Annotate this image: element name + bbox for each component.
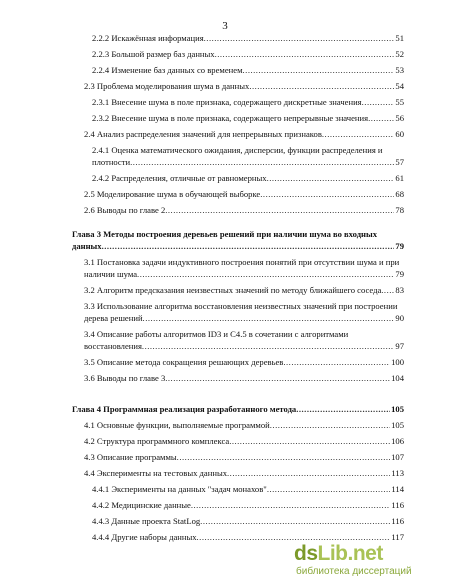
toc-entry [84, 285, 404, 295]
toc-entry-text: данных [72, 241, 102, 251]
toc-entry-page: 79 [395, 269, 404, 279]
toc-entry-text: плотности [92, 157, 131, 167]
toc-entry-page: 61 [395, 173, 404, 183]
toc-entry [92, 49, 404, 59]
leader-dots [165, 373, 390, 383]
toc-entry [84, 205, 404, 215]
toc-entry-page: 104 [391, 373, 404, 383]
toc-entry-text: 3.6 Выводы по главе 3 [84, 373, 166, 383]
toc-entry-page: 52 [395, 49, 404, 59]
toc-entry-text: 4.3 Описание программы [84, 452, 177, 462]
toc-entry [84, 189, 404, 199]
toc-entry [92, 516, 404, 526]
toc-entry-page: 114 [391, 484, 404, 494]
leader-dots [215, 49, 395, 59]
toc-entry-page: 79 [395, 241, 404, 251]
toc-entry-text: 2.4 Анализ распределения значений для непрерывных признаков [84, 129, 322, 139]
toc-entry-text: 4.1 Основные функции, выполняемые программой [84, 420, 270, 430]
leader-dots [142, 341, 394, 351]
toc-entry-page: 56 [395, 113, 404, 123]
leader-dots [204, 33, 395, 43]
toc-entry-page: 83 [395, 285, 404, 295]
toc-entry-page: 55 [395, 97, 404, 107]
leader-dots [296, 404, 390, 414]
toc-entry-text: 3.4 Описание работы алгоритмов ID3 и C4.5 в сочетании с алгоритмами [84, 329, 349, 339]
toc-entry-page: 68 [395, 189, 404, 199]
leader-dots [243, 65, 395, 75]
toc-entry-text: 2.2.2 Искажённая информация [92, 33, 204, 43]
toc-entry-page: 54 [395, 81, 404, 91]
toc-entry-text: 4.4.3 Данные проекта StatLog [92, 516, 201, 526]
toc-entry-page: 117 [391, 532, 404, 542]
toc-entry [92, 157, 404, 167]
leader-dots [283, 357, 390, 367]
toc-entry [92, 484, 404, 494]
toc-entry-page: 97 [395, 341, 404, 351]
toc-entry [92, 145, 404, 155]
chapter-heading [72, 229, 404, 239]
toc-entry-text: 3.3 Использование алгоритма восстановления неизвестных значений при построении [84, 301, 398, 311]
leader-dots [227, 468, 390, 478]
leader-dots [197, 532, 391, 542]
toc-entry-text: 3.2 Алгоритм предсказания неизвестных значений по методу ближайшего соседа [84, 285, 382, 295]
toc-entry [92, 113, 404, 123]
toc-entry-page: 57 [395, 157, 404, 167]
leader-dots [143, 313, 395, 323]
chapter-heading [72, 241, 404, 251]
leader-dots [270, 420, 390, 430]
leader-dots [381, 285, 394, 295]
toc-entry-text: Глава 3 Методы построения деревьев решений при наличии шума во входных [72, 229, 378, 239]
leader-dots [137, 269, 394, 279]
toc-entry-text: 4.4 Эксперименты на тестовых данных [84, 468, 228, 478]
toc-entry-text: Глава 4 Программная реализация разработанного метода [72, 404, 297, 414]
dslib-logo [294, 542, 383, 566]
toc-entry [84, 257, 404, 267]
toc-entry-text: 2.6 Выводы по главе 2 [84, 205, 166, 215]
toc-entry [92, 173, 404, 183]
toc-entry-text: 2.2.4 Изменение баз данных со временем [92, 65, 243, 75]
toc-entry [84, 420, 404, 430]
toc-entry-page: 116 [391, 500, 404, 510]
leader-dots [102, 241, 395, 251]
leader-dots [177, 452, 390, 462]
logo-part-ds: ds [294, 542, 318, 565]
toc-entry [84, 341, 404, 351]
toc-entry-page: 100 [391, 357, 404, 367]
toc-entry [92, 33, 404, 43]
leader-dots [322, 129, 395, 139]
toc-entry-page: 105 [391, 404, 404, 414]
leader-dots [267, 173, 395, 183]
page-number: 3 [222, 20, 228, 32]
leader-dots [249, 81, 394, 91]
toc-entry-text: 2.5 Моделирование шума в обучающей выборке [84, 189, 261, 199]
toc-entry-text: 2.3.1 Внесение шума в поле признака, содержащего дискретные значения [92, 97, 362, 107]
toc-entry-page: 116 [391, 516, 404, 526]
toc-entry-text: 2.4.1 Оценка математического ожидания, дисперсии, функции распределения и [92, 145, 383, 155]
toc-entry-text: дерева решений [84, 313, 143, 323]
toc-entry [92, 532, 404, 542]
toc-entry [92, 500, 404, 510]
leader-dots [191, 500, 391, 510]
logo-part-lib: Lib.net [317, 542, 383, 565]
toc-entry [92, 97, 404, 107]
leader-dots [229, 436, 390, 446]
toc-entry [84, 129, 404, 139]
toc-entry-page: 106 [391, 436, 404, 446]
chapter-heading [72, 404, 404, 414]
leader-dots [368, 113, 394, 123]
toc-entry [84, 373, 404, 383]
toc-entry [92, 65, 404, 75]
leader-dots [260, 189, 394, 199]
leader-dots [130, 157, 394, 167]
leader-dots [165, 205, 394, 215]
leader-dots [267, 484, 391, 494]
toc-entry-page: 107 [391, 452, 404, 462]
leader-dots [362, 97, 395, 107]
toc-entry-text: 3.5 Описание метода сокращения решающих деревьев [84, 357, 284, 367]
toc-entry-text: наличии шума [84, 269, 138, 279]
toc-entry-text: 4.4.1 Эксперименты на данных "задач монахов" [92, 484, 267, 494]
toc-entry-page: 51 [395, 33, 404, 43]
toc-entry [84, 452, 404, 462]
toc-entry-page: 113 [391, 468, 404, 478]
toc-entry [84, 357, 404, 367]
toc-entry-page: 90 [395, 313, 404, 323]
toc-entry-text: 2.3.2 Внесение шума в поле признака, содержащего непрерывные значения [92, 113, 369, 123]
toc-entry-page: 60 [395, 129, 404, 139]
toc-entry [84, 436, 404, 446]
toc-entry-text: 3.1 Постановка задачи индуктивного построения понятий при отсутствии шума и при [84, 257, 400, 267]
toc-entry [84, 313, 404, 323]
toc-entry-text: 2.3 Проблема моделирования шума в данных [84, 81, 250, 91]
toc-entry-text: 2.4.2 Распределения, отличные от равномерных [92, 173, 267, 183]
toc-entry [84, 468, 404, 478]
toc-entry-text: 2.2.3 Большой размер баз данных [92, 49, 215, 59]
toc-entry-page: 78 [395, 205, 404, 215]
toc-entry [84, 269, 404, 279]
toc-entry [84, 329, 404, 339]
leader-dots [200, 516, 390, 526]
toc-entry [84, 301, 404, 311]
toc-entry-page: 105 [391, 420, 404, 430]
toc-entry-text: 4.2 Структура программного комплекса [84, 436, 230, 446]
toc-entry-text: 4.4.4 Другие наборы данных [92, 532, 197, 542]
toc-entry-text: 4.4.2 Медицинские данные [92, 500, 191, 510]
toc-entry [84, 81, 404, 91]
toc-entry-text: восстановления [84, 341, 142, 351]
watermark-tagline: библиотека диссертаций [296, 566, 412, 577]
toc-entry-page: 53 [395, 65, 404, 75]
watermark [294, 542, 444, 578]
